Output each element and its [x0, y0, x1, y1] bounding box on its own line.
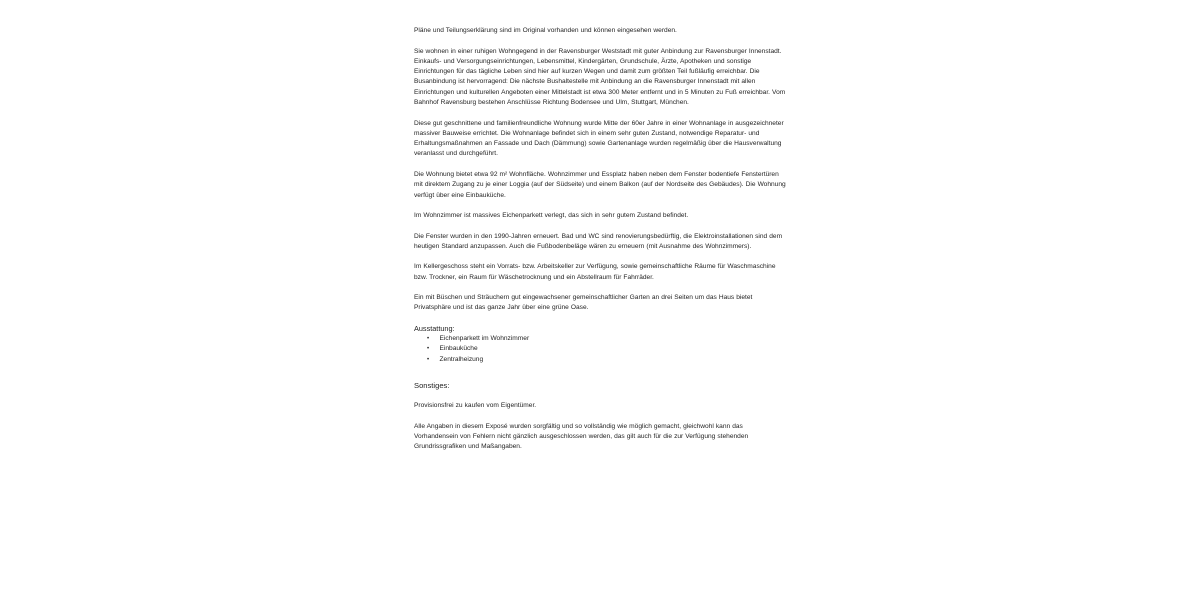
paragraph-garden: Ein mit Büschen und Sträuchern gut eingewachsener gemeinschaftlicher Garten an drei Seiten um das Haus bietet Privatsphäre und ist das ganze Jahr über eine grüne Oase. [414, 294, 753, 312]
paragraph-basement: Im Kellergeschoss steht ein Vorrats- bzw. Arbeitskeller zur Verfügung, sowie gemeinschaftliche Räume für Waschmaschine bzw. Trockner, ein Raum für Wäschetrocknung und ein Abstellraum für Fahrräder. [414, 263, 776, 281]
paragraph-parquet: Im Wohnzimmer ist massives Eichenparkett verlegt, das sich in sehr gutem Zustand befindet. [414, 212, 689, 220]
paragraph-renovation: Die Fenster wurden in den 1990-Jahren erneuert. Bad und WC sind renovierungsbedürftig, die Elektroinstallationen sind dem heutigen Standard anzupassen. Auch die Fußbodenbeläge wären zu erneuern (mit Ausnahme des Wohnzimmers). [414, 232, 783, 250]
ausstattung-list [414, 334, 786, 365]
paragraph-disclaimer: Alle Angaben in diesem Exposé wurden sorgfältig und so vollständig wie möglich gemacht, gleichwohl kann das Vorhandensein von Fehlern nicht gänzlich ausgeschlossen werden, das gilt auch für die zur Verfügung stehenden Grundrissgrafiken und Maßangaben. [414, 422, 749, 451]
bullet-icon: • [427, 356, 430, 363]
bullet-icon: • [427, 336, 430, 343]
heading-sonstiges: Sonstiges: [414, 380, 450, 390]
paragraph-provision: Provisionsfrei zu kaufen vom Eigentümer. [414, 402, 537, 410]
paragraph-plans: Pläne und Teilungserklärung sind im Original vorhanden und können eingesehen werden. [414, 27, 677, 34]
paragraph-location: Sie wohnen in einer ruhigen Wohngegend in der Ravensburger Weststadt mit guter Anbindung zur Ravensburger Innenstadt. Einkaufs- und Versorgungseinrichtungen, Lebensmittel, Kindergärten, Grundschule, Ärzte, Apotheken und sonstige Einrichtungen für das tägliche Leben sind hier auf kurzen Wegen und damit zum größten Teil fußläufig erreichbar. Die Busanbindung ist hervorragend: Die nächste Bushaltestelle mit Anbindung an die Ravensburger Innenstadt mit allen Einrichtungen und kulturellen Angeboten einer Mittelstadt ist etwa 300 Meter entfernt und in 5 Minuten zu Fuß erreichbar. Vom Bahnhof Ravensburg bestehen Anschlüsse Richtung Bodensee und Ulm, Stuttgart, München. [414, 47, 786, 107]
list-item [414, 344, 786, 354]
heading-ausstattung: Ausstattung: [414, 323, 455, 333]
list-item [414, 355, 786, 365]
list-item-label: Zentralheizung [439, 355, 484, 363]
list-item [414, 334, 786, 344]
bullet-icon: • [427, 346, 430, 353]
paragraph-building: Diese gut geschnittene und familienfreundliche Wohnung wurde Mitte der 60er Jahre in einer Wohnanlage in ausgezeichneter massiver Bauweise errichtet. Die Wohnanlage befindet sich in einem sehr guten Zustand, notwendige Reparatur- und Erhaltungsmaßnahmen an Fassade und Dach (Dämmung) sowie Gartenanlage wurden regelmäßig über die Hausverwaltung veranlasst und durchgeführt. [414, 119, 784, 158]
paragraph-apartment: Die Wohnung bietet etwa 92 m² Wohnfläche. Wohnzimmer und Essplatz haben neben dem Fenster bodentiefe Fenstertüren mit direktem Zugang zu je einer Loggia (auf der Südseite) und einem Balkon (auf der Nordseite des Gebäudes). Die Wohnung verfügt über eine Einbauküche. [414, 170, 786, 199]
list-item-label: Eichenparkett im Wohnzimmer [439, 335, 530, 343]
list-item-label: Einbauküche [439, 345, 478, 353]
document-body [414, 26, 786, 463]
